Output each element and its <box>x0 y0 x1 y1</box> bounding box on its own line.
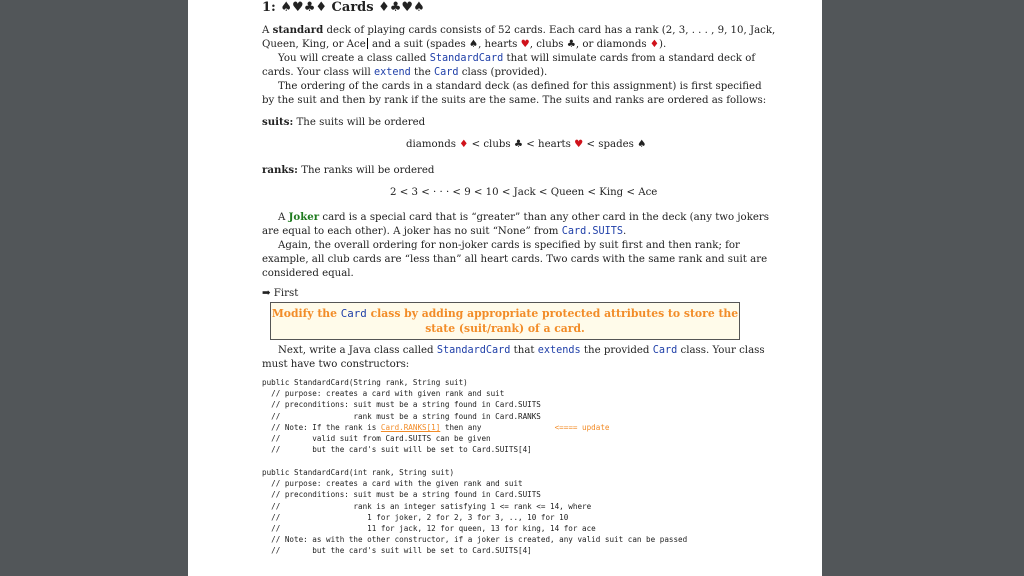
ranks-label: ranks: <box>262 164 298 176</box>
code-line: // rank is an integer satisfying 1 <= rank <= 14, where <box>262 501 592 511</box>
spade-icon: ♠ <box>468 39 479 50</box>
code-line: // 1 for joker, 2 for 2, 3 for 3, .., 10 for 10 <box>262 512 569 522</box>
section-heading <box>262 1 425 15</box>
ranks-heading: ranks: The ranks will be ordered <box>262 164 435 176</box>
diamond-icon: ♦ <box>649 39 659 50</box>
spade-icon: ♠ <box>637 139 647 150</box>
joker-line1: A Joker card is a special card that is “greater” than any other card in the deck (any two jokers <box>278 211 769 223</box>
code-line: // Note: If the rank is Card.RANKS[1] then any <==== update <box>262 422 610 432</box>
code-extends: extends <box>537 345 581 356</box>
joker-line2: are equal to each other). A joker has no suit “None” from Card.SUITS. <box>262 226 627 237</box>
code-line: // rank must be a string found in Card.RANKS <box>262 411 541 421</box>
club-icon: ♣ <box>513 139 524 150</box>
arrow-right-icon: ➡ <box>262 288 271 299</box>
code-standardcard: StandardCard <box>436 345 511 356</box>
para2-line1: You will create a class called StandardCard that will simulate cards from a standard deck of <box>278 53 756 64</box>
code-standardcard: StandardCard <box>429 53 504 64</box>
para1-line1: A standard deck of playing cards consists of 52 cards. Each card has a rank (2, 3, . . . , 9, 10, Jack, <box>262 24 776 36</box>
suit-symbols-left: ♠♥♣♦ <box>280 0 328 15</box>
code-line: // purpose: creates a card with given rank and suit <box>262 389 505 399</box>
code-line: // preconditions: suit must be a string found in Card.SUITS <box>262 490 541 500</box>
code-line: // but the card's suit will be set to Card.SUITS[4] <box>262 445 532 455</box>
code-card: Card <box>652 345 678 356</box>
club-icon: ♣ <box>566 39 576 50</box>
suit-symbols-right: ♦♣♥♠ <box>378 0 425 15</box>
diamond-icon: ♦ <box>459 139 469 150</box>
document-page <box>188 0 822 576</box>
heart-icon: ♥ <box>574 139 584 150</box>
para3-line1: The ordering of the cards in a standard deck (as defined for this assignment) is first specified <box>278 81 762 92</box>
code-line: // valid suit from Card.SUITS can be given <box>262 434 491 444</box>
instruction-box <box>270 302 740 340</box>
code-card: Card <box>433 67 459 78</box>
joker-line4: example, all club cards are “less than” all heart cards. Two cards with the same rank and suit are <box>262 254 768 265</box>
code-block-2 <box>262 467 687 557</box>
code-line: // Note: as with the other constructor, if a joker is created, any valid suit can be passed <box>262 535 688 545</box>
update-note: <==== update <box>554 422 610 432</box>
code-extend: extend <box>373 67 411 78</box>
next-line2: must have two constructors: <box>262 359 410 370</box>
text-cursor <box>367 38 368 49</box>
code-card: Card <box>340 307 367 320</box>
code-card-ranks-link: Card.RANKS[1] <box>380 422 441 432</box>
ranks-order: 2 < 3 < · · · < 9 < 10 < Jack < Queen < King < Ace <box>390 187 658 198</box>
first-label: First <box>273 288 299 299</box>
code-line: // purpose: creates a card with the given rank and suit <box>262 479 523 489</box>
suits-order: diamonds ♦ < clubs ♣ < hearts ♥ < spades ♠ <box>406 139 647 150</box>
para3-line2: by the suit and then by rank if the suits are the same. The suits and ranks are ordered as follows: <box>262 95 767 106</box>
joker-line5: considered equal. <box>262 268 354 279</box>
para1-line2: Queen, King, or Ace and a suit (spades ♠, hearts ♥, clubs ♣, or diamonds ♦). <box>262 39 667 50</box>
next-line1: Next, write a Java class called StandardCard that extends the provided Card class. Your class <box>278 345 765 356</box>
code-block-1 <box>262 377 609 455</box>
code-line: // but the card's suit will be set to Card.SUITS[4] <box>262 546 532 556</box>
code-line: public StandardCard(int rank, String suit) <box>262 468 455 477</box>
term-joker: Joker <box>288 211 320 223</box>
term-standard: standard <box>272 24 324 36</box>
code-line: public StandardCard(String rank, String suit) <box>262 378 468 387</box>
instruction-line1: Modify the Card class by adding appropriate protected attributes to store the <box>271 307 739 320</box>
first-item <box>262 287 298 301</box>
section-title: Cards <box>331 0 374 15</box>
joker-line3: Again, the overall ordering for non-joker cards is specified by suit first and then rank; for <box>278 240 740 251</box>
code-card-suits: Card.SUITS <box>561 226 624 237</box>
heart-icon: ♥ <box>520 39 530 50</box>
code-line: // 11 for jack, 12 for queen, 13 for king, 14 for ace <box>262 524 596 534</box>
instruction-line2: state (suit/rank) of a card. <box>425 322 585 335</box>
suits-label: suits: <box>262 116 294 128</box>
section-number: 1: <box>262 0 276 15</box>
suits-heading: suits: The suits will be ordered <box>262 116 426 128</box>
code-line: // preconditions: suit must be a string found in Card.SUITS <box>262 400 541 410</box>
para2-line2: cards. Your class will extend the Card class (provided). <box>262 67 548 78</box>
